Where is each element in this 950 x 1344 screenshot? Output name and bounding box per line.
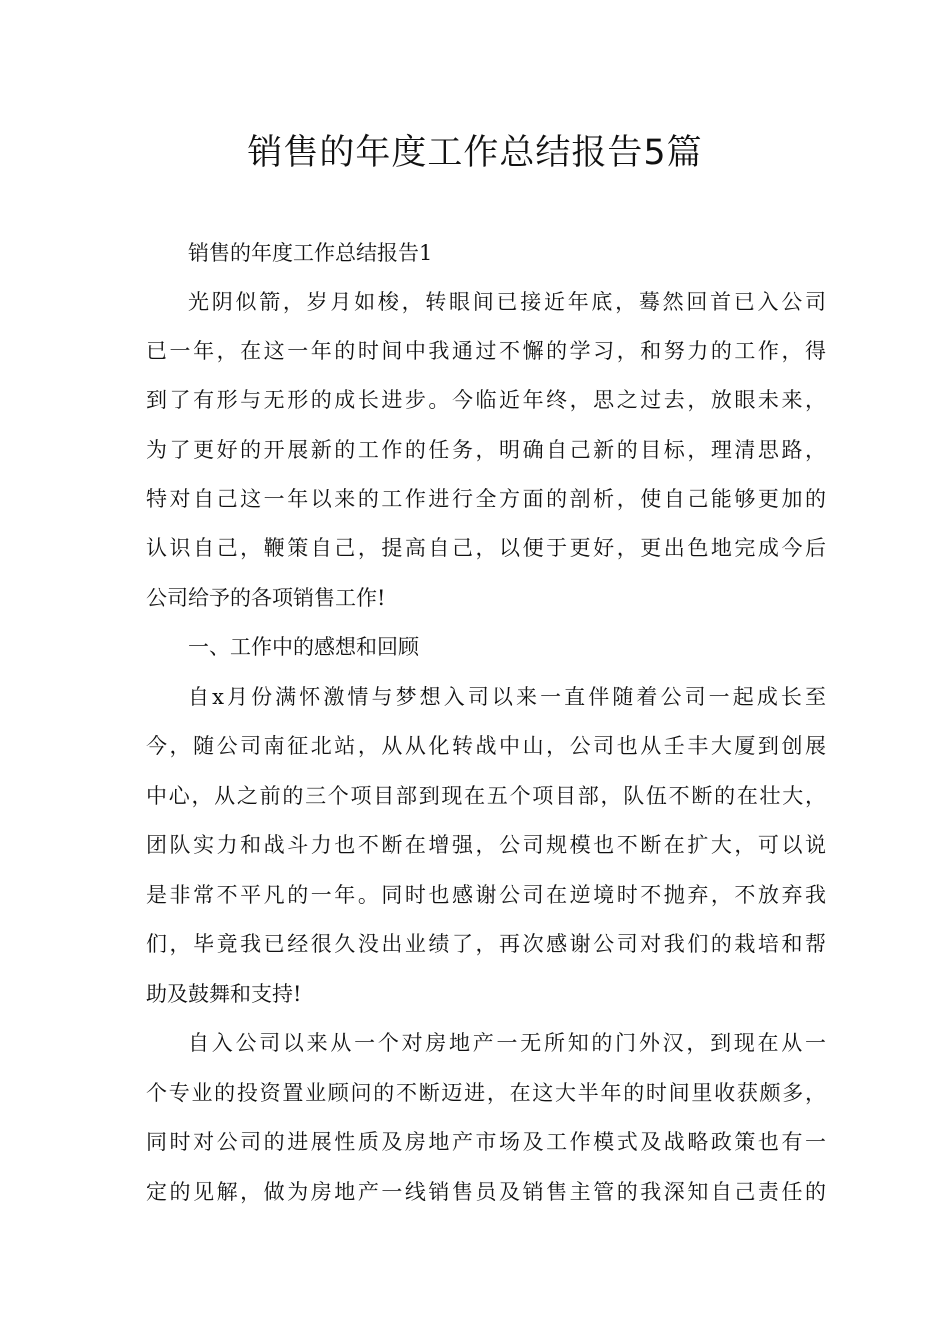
paragraph-line: 特对自己这一年以来的工作进行全方面的剖析，使自己能够更加的 xyxy=(146,487,826,511)
paragraph-line: 中心，从之前的三个项目部到现在五个项目部，队伍不断的在壮大， xyxy=(146,784,826,808)
paragraph-line: 个专业的投资置业顾问的不断迈进，在这大半年的时间里收获颇多， xyxy=(146,1081,826,1105)
paragraph-line: 光阴似箭，岁月如梭，转眼间已接近年底，蓦然回首已入公司 xyxy=(188,290,826,314)
paragraph-line: 同时对公司的进展性质及房地产市场及工作模式及战略政策也有一 xyxy=(146,1130,826,1154)
paragraph-line: 已一年，在这一年的时间中我通过不懈的学习，和努力的工作，得 xyxy=(146,339,826,363)
paragraph-line: 认识自己，鞭策自己，提高自己，以便于更好，更出色地完成今后 xyxy=(146,536,826,560)
section-heading: 销售的年度工作总结报告1 xyxy=(188,241,433,265)
paragraph-line: 团队实力和战斗力也不断在增强，公司规模也不断在扩大，可以说 xyxy=(146,833,826,857)
paragraph-line: 为了更好的开展新的工作的任务，明确自己新的目标，理清思路， xyxy=(146,438,826,462)
paragraph-line: 自入公司以来从一个对房地产一无所知的门外汉，到现在从一 xyxy=(188,1031,826,1055)
paragraph-line: 助及鼓舞和支持! xyxy=(146,982,302,1006)
section-heading: 一、工作中的感想和回顾 xyxy=(188,635,419,659)
paragraph-line: 公司给予的各项销售工作! xyxy=(146,586,386,610)
paragraph-line: 到了有形与无形的成长进步。今临近年终，思之过去，放眼未来， xyxy=(146,388,826,412)
paragraph-line: 定的见解，做为房地产一线销售员及销售主管的我深知自己责任的 xyxy=(146,1180,826,1204)
paragraph-line: 自x月份满怀激情与梦想入司以来一直伴随着公司一起成长至 xyxy=(188,685,826,709)
paragraph-line: 们，毕竟我已经很久没出业绩了，再次感谢公司对我们的栽培和帮 xyxy=(146,932,826,956)
document-title: 销售的年度工作总结报告5篇 xyxy=(247,133,703,173)
paragraph-line: 是非常不平凡的一年。同时也感谢公司在逆境时不抛弃，不放弃我 xyxy=(146,883,826,907)
paragraph-line: 今，随公司南征北站，从从化转战中山，公司也从壬丰大厦到创展 xyxy=(146,734,826,758)
